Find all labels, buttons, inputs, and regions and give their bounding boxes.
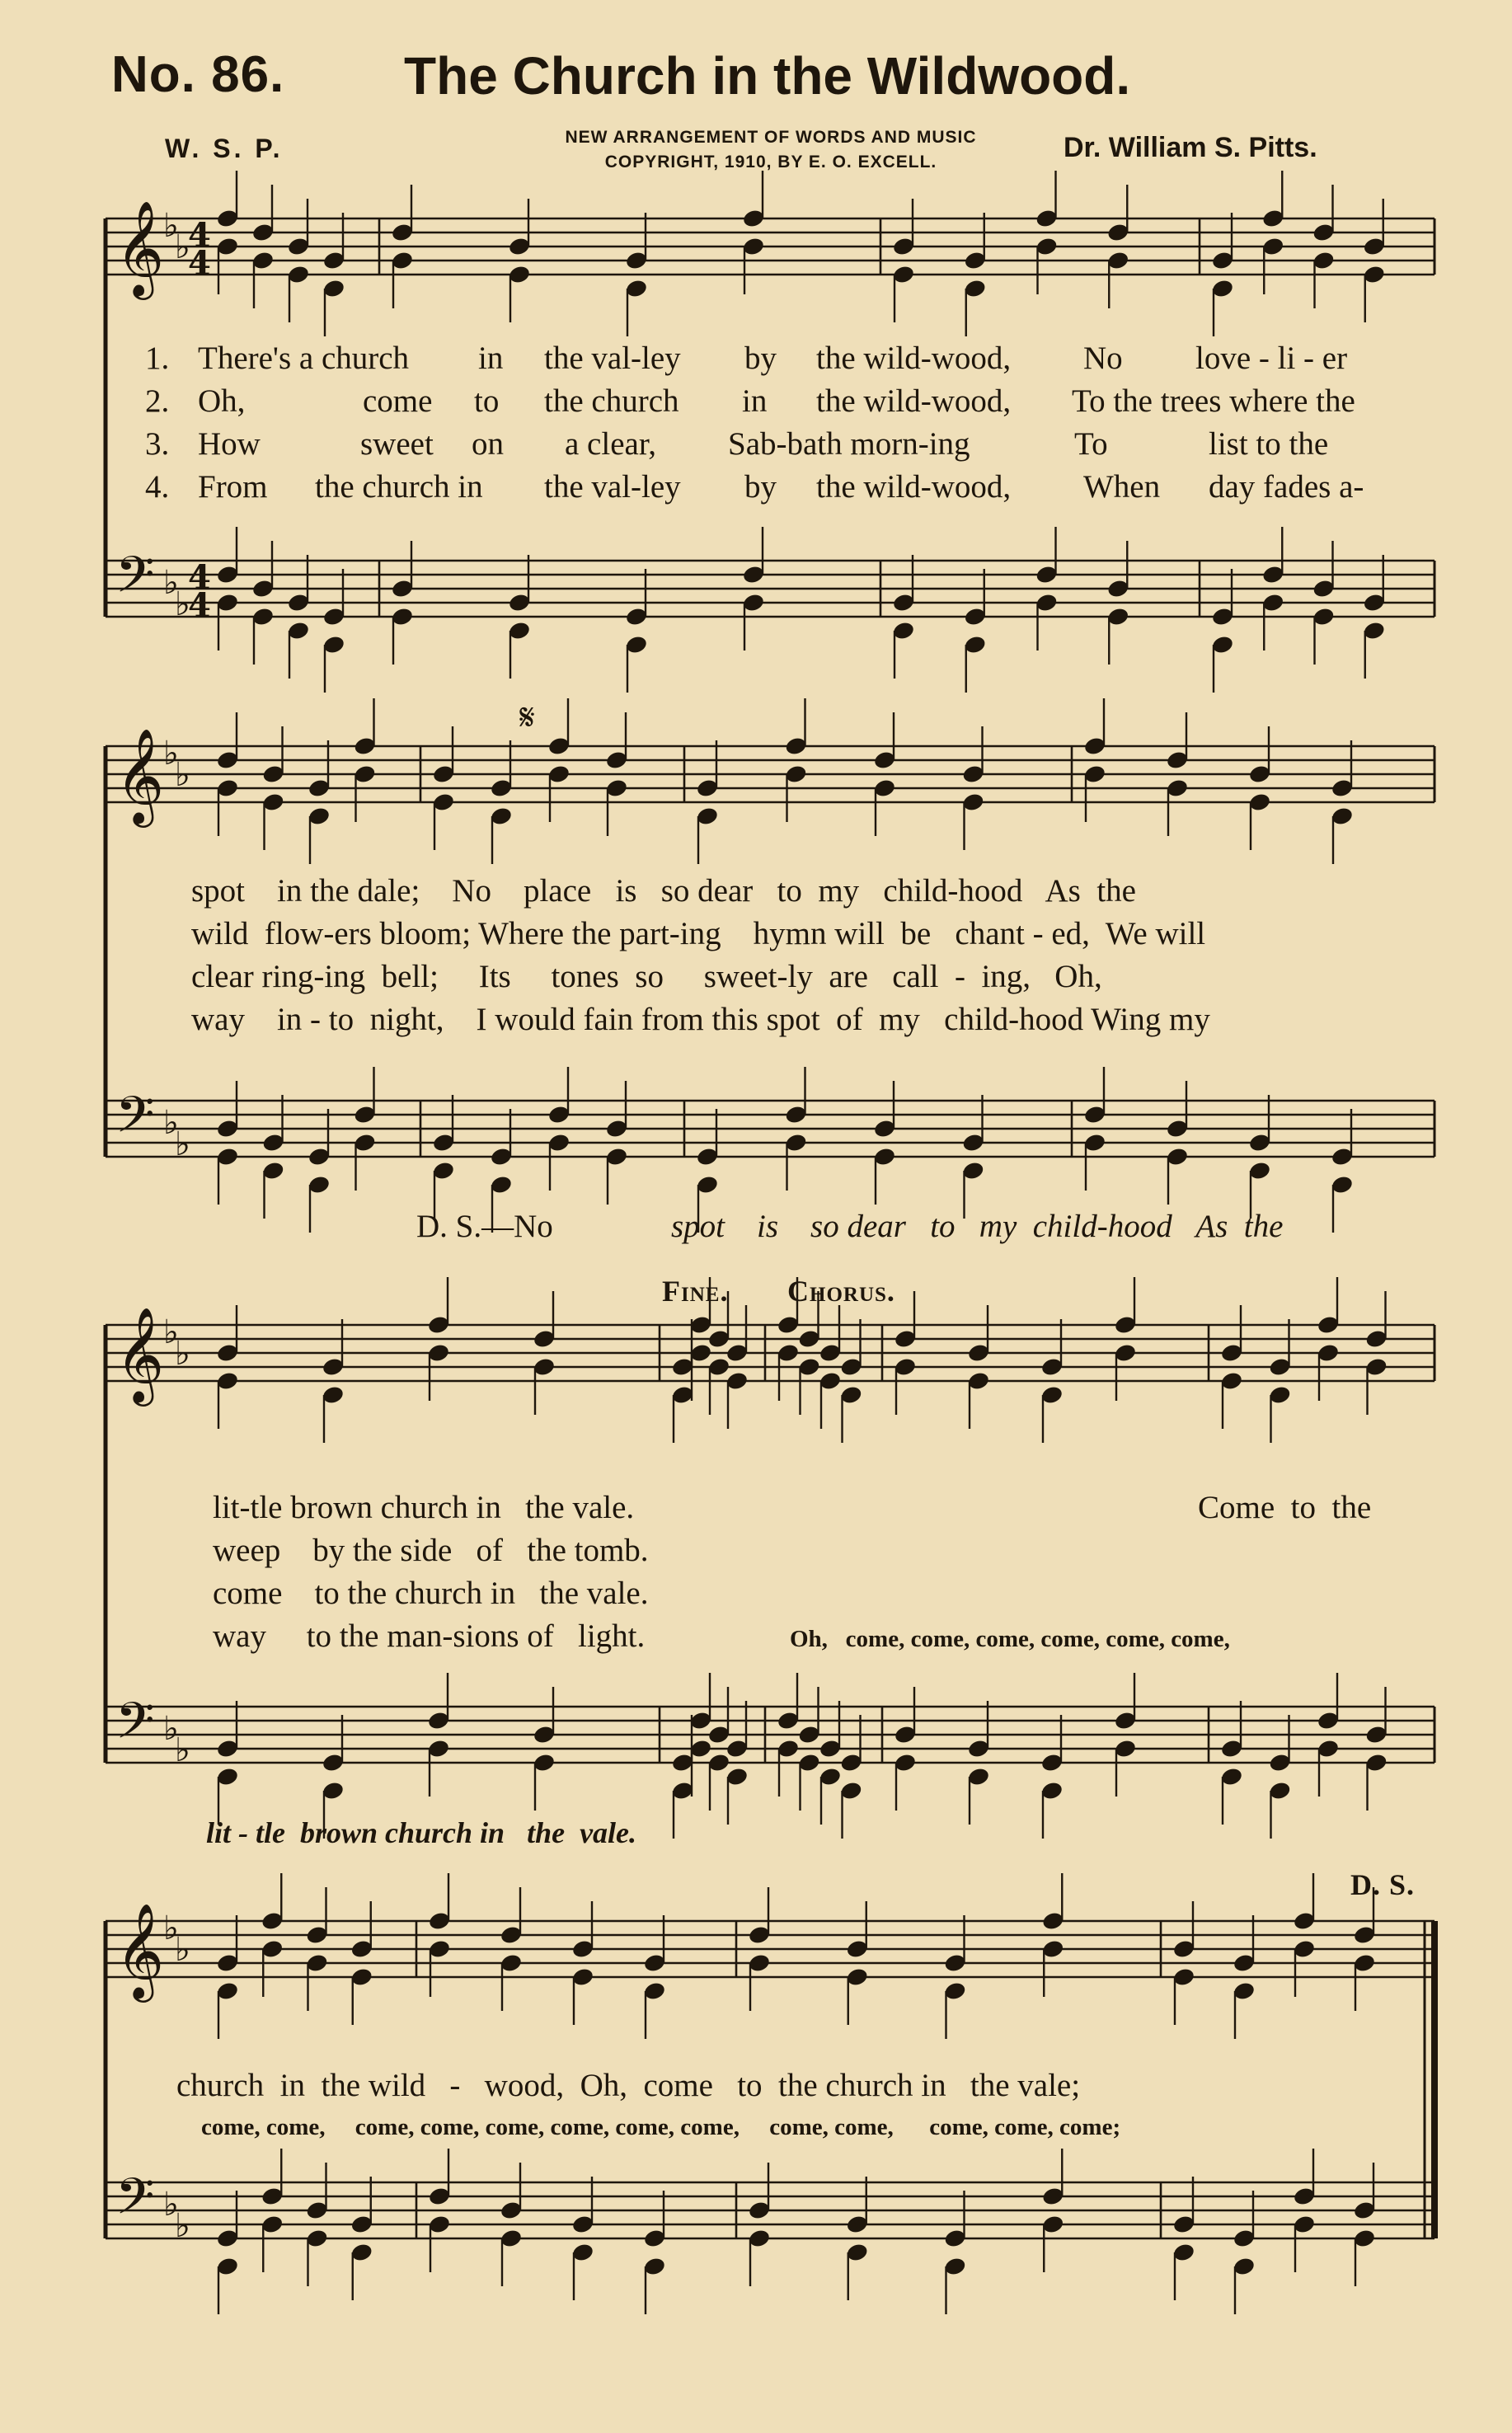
flat-icon: ♭ — [175, 1125, 190, 1163]
verse1-w7: love - li - er — [1195, 341, 1348, 376]
s3-verse4: way to the man-sions of light. — [213, 1618, 646, 1654]
verse4-w6: When — [1083, 469, 1161, 505]
verse1-w1: There's a church — [198, 341, 410, 376]
time-signature-bottom: 4 — [188, 244, 211, 283]
verse4-w5: the wild-wood, — [816, 469, 1012, 505]
time-signature-top: 4 — [188, 558, 211, 597]
copyright-line-1: NEW ARRANGEMENT OF WORDS AND MUSIC — [565, 128, 977, 147]
ds-label: D. S.—No — [416, 1209, 553, 1244]
verse3-number: 3. — [145, 426, 170, 462]
verse3-w5: Sab-bath morn-ing — [728, 426, 970, 462]
verse4-number: 4. — [145, 469, 170, 505]
verse2-w5: in — [742, 383, 768, 419]
flat-icon: ♭ — [163, 2186, 179, 2224]
s4-lyric: church in the wild - wood, Oh, come to the church in the vale; — [176, 2068, 1081, 2103]
verse2-number: 2. — [145, 383, 170, 419]
ds-italic-lyric: spot is so dear to my child-hood As the — [671, 1209, 1284, 1244]
chorus-mark: Chorus. — [787, 1275, 895, 1308]
treble-clef-icon: 𝄞 — [115, 1902, 165, 1999]
verse2-w7: To the trees where the — [1072, 383, 1355, 419]
s2-verse4: way in - to night, I would fain from this spot of my child-hood Wing my — [191, 1002, 1210, 1037]
bass-clef-icon: 𝄢 — [115, 546, 155, 617]
words-author: W. S. P. — [165, 134, 284, 163]
fine-mark: Fine. — [662, 1275, 729, 1308]
s3-verse3: come to the church in the vale. — [213, 1576, 649, 1611]
verse4-w1: From — [198, 469, 268, 505]
treble-clef-icon: 𝄞 — [115, 727, 165, 824]
flat-icon: ♭ — [175, 228, 190, 266]
flat-icon: ♭ — [163, 735, 179, 773]
time-signature-top: 4 — [188, 216, 211, 255]
verse2-w3: to — [474, 383, 500, 419]
bass-clef-icon: 𝄢 — [115, 1086, 155, 1157]
verse3-w7: list to the — [1209, 426, 1329, 462]
s4-bass-echo: come, come, come, come, come, come, come, come, come, come, come, come, come; — [201, 2114, 1121, 2140]
flat-icon: ♭ — [175, 1931, 190, 1969]
verse4-w4: by — [744, 469, 777, 505]
s3-verse2: weep by the side of the tomb. — [213, 1533, 649, 1568]
verse2-w1: Oh, — [198, 383, 246, 419]
verse3-w6: To — [1074, 426, 1108, 462]
music-composer: Dr. William S. Pitts. — [1064, 132, 1317, 163]
s3-verse1: lit-tle brown church in the vale. — [213, 1490, 635, 1525]
hymn-title: The Church in the Wildwood. — [404, 46, 1131, 106]
bass-echo-line: Oh, come, come, come, come, come, come, — [790, 1626, 1230, 1652]
flat-icon: ♭ — [175, 1335, 190, 1373]
verse4-w2: the church in — [315, 469, 483, 505]
flat-icon: ♭ — [163, 1313, 179, 1351]
time-signature-bottom: 4 — [188, 586, 211, 625]
flat-icon: ♭ — [163, 207, 179, 245]
verse1-w4: by — [744, 341, 777, 376]
s2-verse3: clear ring-ing bell; Its tones so sweet-ly are call - ing, Oh, — [191, 959, 1102, 994]
verse3-w3: on — [472, 426, 504, 462]
verse2-w4: the church — [544, 383, 679, 419]
s2-verse2: wild flow-ers bloom; Where the part-ing hymn will be chant - ed, We will — [191, 916, 1206, 951]
verse1-w6: No — [1083, 341, 1123, 376]
verse3-w2: sweet — [360, 426, 434, 462]
flat-icon: ♭ — [175, 756, 190, 794]
treble-clef-icon: 𝄞 — [115, 1306, 165, 1402]
verse2-w2: come — [363, 383, 433, 419]
verse2-w6: the wild-wood, — [816, 383, 1012, 419]
ds-italic-lyric-2: lit - tle brown church in the vale. — [206, 1816, 637, 1849]
verse1-number: 1. — [145, 341, 170, 376]
ds-end-mark: D. S. — [1350, 1868, 1416, 1901]
flat-icon: ♭ — [163, 1104, 179, 1142]
verse1-w3: the val-ley — [544, 341, 681, 376]
flat-icon: ♭ — [163, 564, 179, 602]
flat-icon: ♭ — [163, 1710, 179, 1748]
flat-icon: ♭ — [175, 585, 190, 623]
verse3-w4: a clear, — [565, 426, 657, 462]
flat-icon: ♭ — [175, 2207, 190, 2245]
verse1-w2: in — [478, 341, 504, 376]
bass-clef-icon: 𝄢 — [115, 2168, 155, 2238]
verse1-w5: the wild-wood, — [816, 341, 1012, 376]
hymn-number: No. 86. — [111, 46, 285, 103]
bass-clef-icon: 𝄢 — [115, 1692, 155, 1763]
segno-icon: 𝄋 — [519, 697, 535, 739]
s2-verse1: spot in the dale; No place is so dear to my child-hood As the — [191, 873, 1136, 909]
flat-icon: ♭ — [175, 1731, 190, 1769]
chorus-come-to-the: Come to the — [1198, 1490, 1372, 1525]
verse4-w3: the val-ley — [544, 469, 681, 505]
verse3-w1: How — [198, 426, 261, 462]
flat-icon: ♭ — [163, 1909, 179, 1947]
verse4-w7: day fades a- — [1209, 469, 1364, 505]
copyright-line-2: COPYRIGHT, 1910, BY E. O. EXCELL. — [604, 153, 937, 171]
treble-clef-icon: 𝄞 — [115, 200, 165, 296]
